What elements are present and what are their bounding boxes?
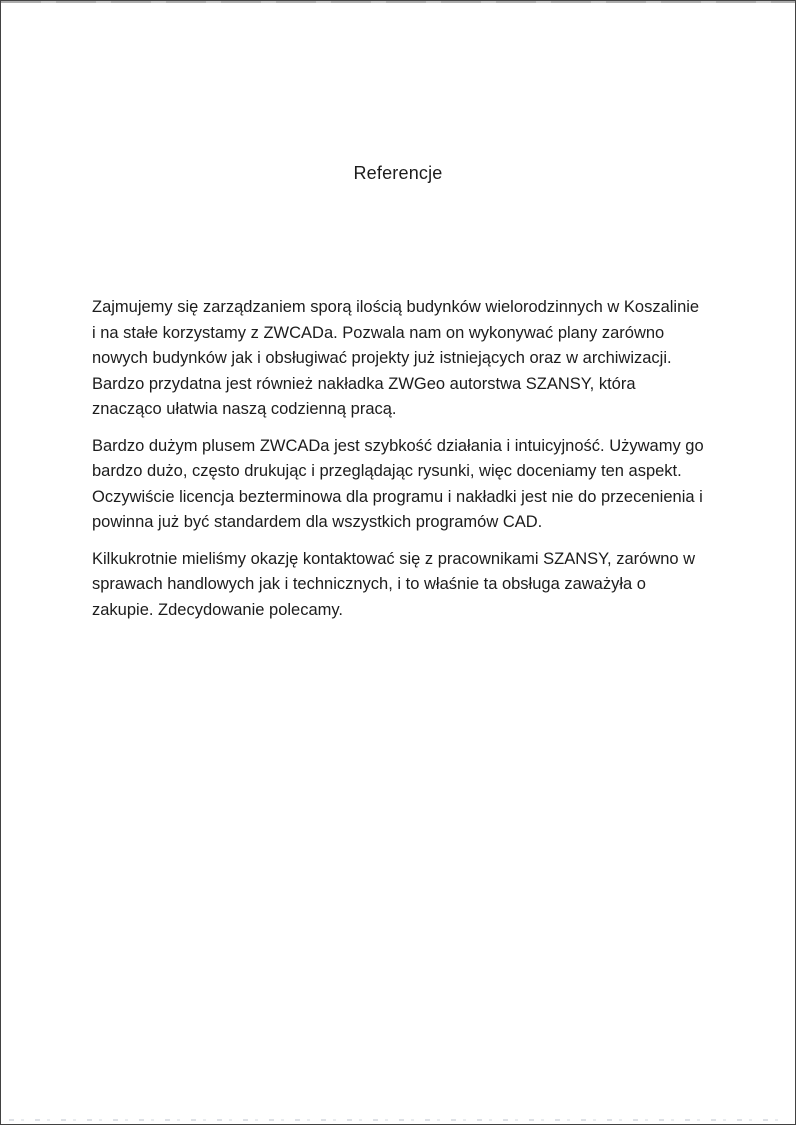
scan-artifact-bottom [9,1119,787,1121]
page-title: Referencje [353,163,443,183]
document-body [92,295,704,623]
paragraph-1: Zajmujemy się zarządzaniem sporą ilością budynków wielorodzinnych w Koszalinie i na stałe korzystamy z ZWCADa. Pozwala nam on wykonywać plany zarówno nowych budynków jak i obsługiwać projekty już istniejących oraz w archiwizacji. Bardzo przydatna jest również nakładka ZWGeo autorstwa SZANSY, która znacząco ułatwia naszą codzienną pracą. [92,298,700,418]
paragraph-3: Kilkukrotnie mieliśmy okazję kontaktować się z pracownikami SZANSY, zarówno w sprawach handlowych jak i technicznych, i to właśnie ta obsługa zaważyła o zakupie. Zdecydowanie polecamy. [92,549,696,619]
paragraph-2: Bardzo dużym plusem ZWCADa jest szybkość działania i intuicyjność. Używamy go bardzo dużo, często drukując i przeglądając rysunki, więc doceniamy ten aspekt. Oczywiście licencja bezterminowa dla programu i nakładki jest nie do przecenienia i powinna już być standardem dla wszystkich programów CAD. [92,436,704,531]
scan-artifact-top [1,1,795,3]
